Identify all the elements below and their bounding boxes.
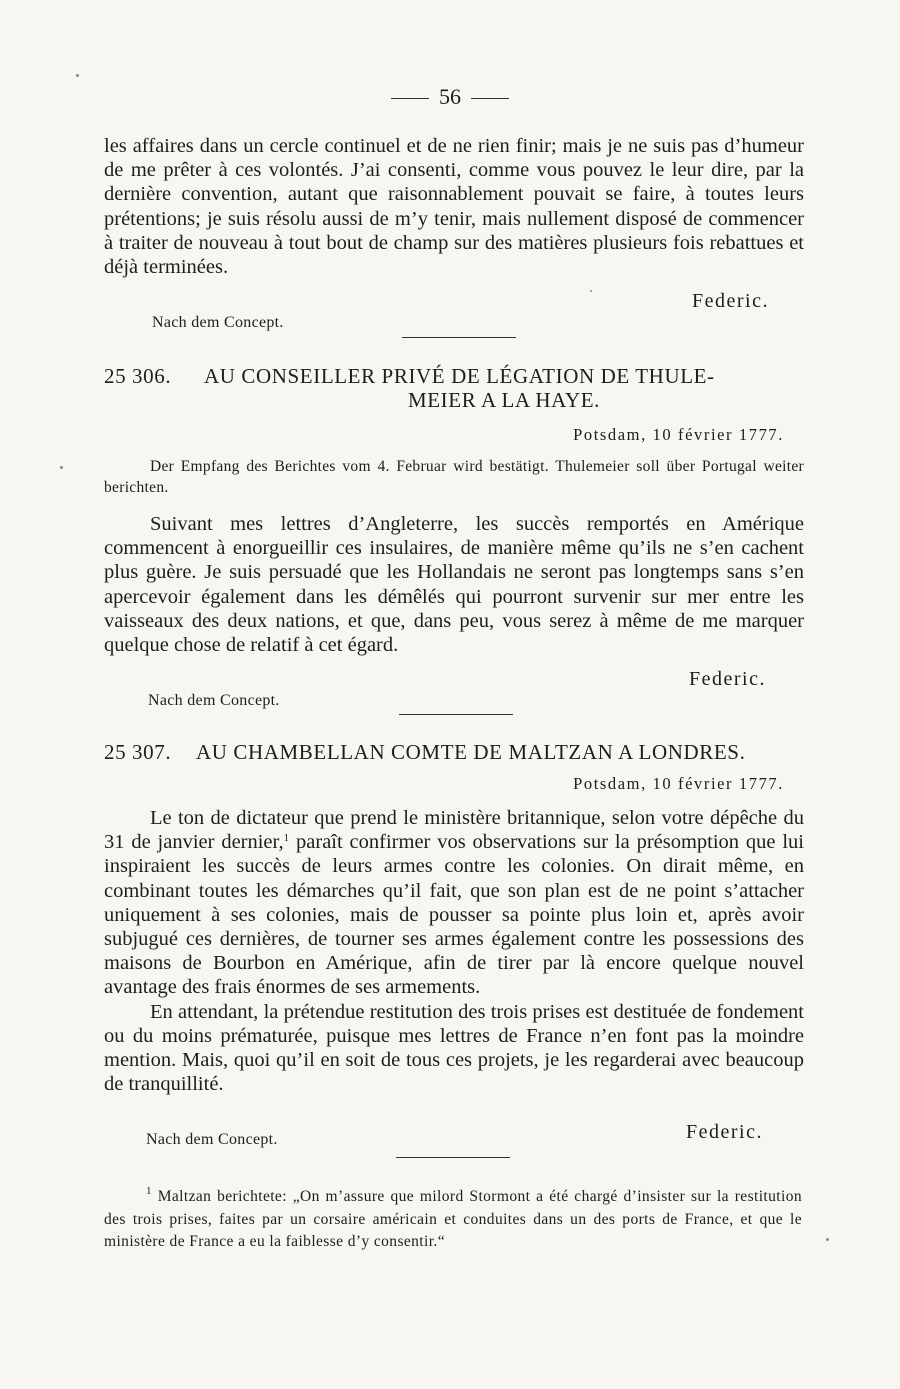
- separator-rule: [399, 714, 513, 715]
- letter-306-number: 25 306.: [104, 364, 172, 388]
- letter-307-paragraph-2: En attendant, la prétendue restitution des trois prises est destituée de fondement ou du moins prématurée, puisque mes lettres de France n’en font pas la moindre mention. Mais, quoi qu’il en soit de tous ces projets, je les regarderai avec beaucoup de tranquillité.: [104, 1000, 804, 1096]
- continuation-signature: Federic.: [692, 290, 769, 312]
- separator-rule: [396, 1157, 510, 1158]
- continuation-text: les affaires dans un cercle continuel et de ne rien finir; mais je ne suis pas d’humeur de me prêter à ces volontés. J’ai consenti, comme vous pouvez le leur dire, par la dernière convention, autant que raisonnablement pouvait se faire, à toutes leurs prétentions; je suis résolu aussi de m’y tenir, mais nullement disposé de commencer à traiter de nouveau à tout bout de champ sur des matières plusieurs fois rebattues et déjà terminées.: [104, 135, 804, 279]
- scan-speck: [590, 290, 592, 292]
- letter-307-source: Nach dem Concept.: [146, 1131, 278, 1148]
- letter-306-title-line2: MEIER A LA HAYE.: [407, 388, 600, 412]
- letter-307-signature: Federic.: [686, 1121, 763, 1143]
- page-number-dash-left: [391, 98, 429, 99]
- letter-306-signature: Federic.: [689, 668, 766, 690]
- letter-307-date: Potsdam, 10 février 1777.: [573, 774, 784, 793]
- scan-speck: [826, 1238, 829, 1241]
- letter-307-paragraph-1: Le ton de dictateur que prend le ministère britannique, selon votre dépêche du 31 de janvier dernier,$^1$ paraît confirmer vos observations sur la présomption que lui inspiraient les succès de leurs armes contre les colonies. On dirait même, en combinant toutes les démarches qu’il fait, que son plan est de ne point s’attacher uniquement à ses colonies, mais de pousser sa pointe plus loin et, après avoir subjugué ces dernières, de tourner ses armes également contre les possessions des maisons de Bourbon en Amérique, afin de tirer par là encore quelque nouvel avantage des frais énormes de ses armements.: [104, 807, 804, 999]
- letter-306-text: Suivant mes lettres d’Angleterre, les succès remportés en Amérique commencent à enorgueillir ces insulaires, de manière même qu’ils ne s’en cachent plus guère. Je suis persuadé que les Hollandais ne seront pas longtemps sans s’en apercevoir également dans les démêlés qui pourront survenir sur mer entre les vaisseaux des deux nations, et que, dans peu, vous serez à même de me marquer quelque chose de relatif à cet égard.: [104, 513, 804, 657]
- letter-306-title-line1: AU CONSEILLER PRIVÉ DE LÉGATION DE THULE-: [204, 364, 715, 388]
- page-number-dash-right: [471, 98, 509, 99]
- scan-speck: [60, 466, 63, 469]
- footnote-mark: 1: [146, 1185, 152, 1197]
- continuation-source: Nach dem Concept.: [152, 314, 284, 331]
- footnote: $^1$ Maltzan berichtete: „On m’assure que milord Stormont a été chargé d’insister sur la restitution des trois prises, faites par un corsaire américain et conduites dans un des ports de France, et que le ministère de France a eu la faiblesse d’y consentir.“: [104, 1185, 802, 1250]
- page-number: [0, 84, 900, 110]
- letter-307-title: AU CHAMBELLAN COMTE DE MALTZAN A LONDRES.: [196, 740, 746, 764]
- scan-speck: [76, 74, 79, 77]
- letter-306-source: Nach dem Concept.: [148, 692, 280, 709]
- letter-307-number: 25 307.: [104, 740, 172, 764]
- letter-306-heading: [104, 364, 804, 412]
- letter-306-date: Potsdam, 10 février 1777.: [573, 425, 784, 444]
- letter-307-text: [104, 806, 804, 1096]
- separator-rule: [402, 337, 516, 338]
- footnote-ref: 1: [283, 832, 290, 845]
- page-number-text: 56: [439, 84, 461, 109]
- letter-307-heading: [104, 740, 804, 764]
- letter-306-summary: Der Empfang des Berichtes vom 4. Februar wird bestätigt. Thulemeier soll über Portugal weiter berichten.: [104, 458, 804, 496]
